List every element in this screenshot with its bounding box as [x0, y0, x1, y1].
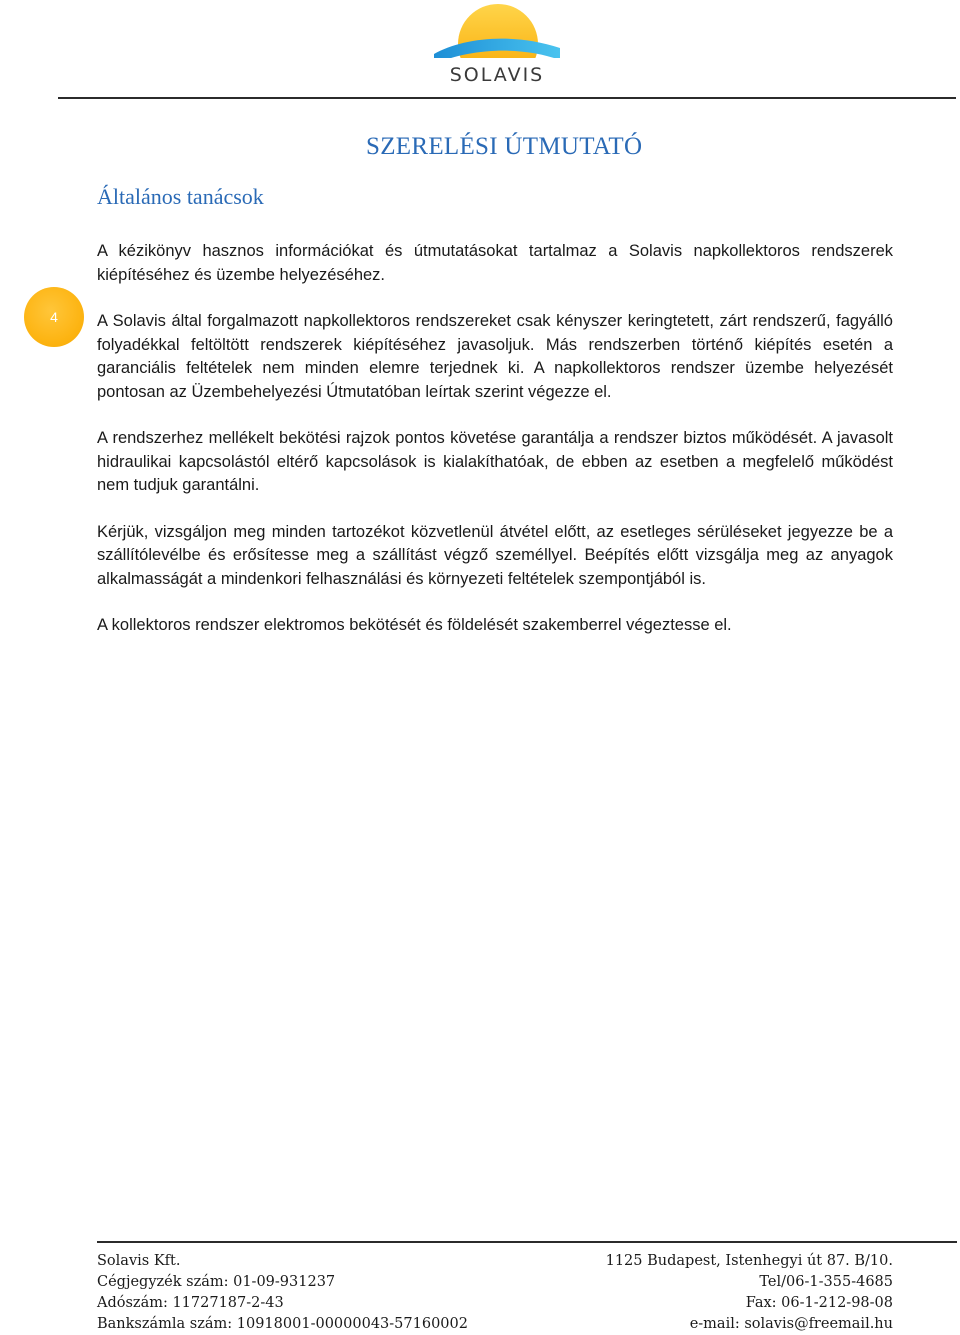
paragraph: A kollektoros rendszer elektromos bekötését és földelését szakemberrel végeztesse el.: [97, 616, 732, 634]
tax-number: Adószám: 11727187-2-43: [97, 1295, 284, 1311]
section-heading: Általános tanácsok: [97, 184, 264, 209]
email: e-mail: solavis@freemail.hu: [689, 1316, 893, 1332]
header-rule: [58, 97, 956, 99]
company-registration: Cégjegyzék szám: 01-09-931237: [97, 1274, 336, 1290]
company-name: Solavis Kft.: [97, 1253, 181, 1269]
solavis-logo: [432, 2, 562, 86]
paragraph: A Solavis által forgalmazott napkollektoros rendszereket csak kényszer keringtetett, zárt rendszerű, fagyálló folyadékkal feltöltött rendszerek kiépítéséhez javasoljuk. Más rendszerben történő kiépítés esetén a garanciális feltételek nem minden elemre terjednek ki. A napkollektoros rendszer üzembe helyezését pontosan az Üzembehelyezési Útmutatóban leírtak szerint végezze el.: [97, 312, 893, 401]
document-title: SZERELÉSI ÚTMUTATÓ: [366, 133, 643, 160]
address: 1125 Budapest, Istenhegyi út 87. B/10.: [605, 1253, 893, 1269]
page-number-badge: 4: [24, 287, 84, 347]
fax: Fax: 06-1-212-98-08: [745, 1295, 893, 1311]
body-text: [97, 240, 893, 661]
phone: Tel/06-1-355-4685: [759, 1274, 893, 1290]
footer: [97, 1251, 893, 1335]
paragraph: A rendszerhez mellékelt bekötési rajzok pontos követése garantálja a rendszer biztos működését. A javasolt hidraulikai kapcsolástól eltérő kapcsolások is kialakíthatóak, de ebben az esetben a megfelelő működést nem tudjuk garantálni.: [97, 429, 893, 494]
logo-text: SOLAVIS: [449, 64, 545, 86]
paragraph: A kézikönyv hasznos információkat és útmutatásokat tartalmaz a Solavis napkollektoros rendszerek kiépítéséhez és üzembe helyezéséhez.: [97, 242, 893, 284]
paragraph: Kérjük, vizsgáljon meg minden tartozékot közvetlenül átvétel előtt, az esetleges sérüléseket jegyezze be a szállítólevélbe és erősítesse meg a szállítást végző személlyel. Beépítés előtt vizsgálja meg az anyagok alkalmasságát a mindenkori felhasználási és környezeti feltételek szempontjából is.: [97, 522, 893, 588]
footer-rule: [97, 1241, 957, 1243]
bank-account: Bankszámla szám: 10918001-00000043-57160002: [97, 1316, 468, 1332]
